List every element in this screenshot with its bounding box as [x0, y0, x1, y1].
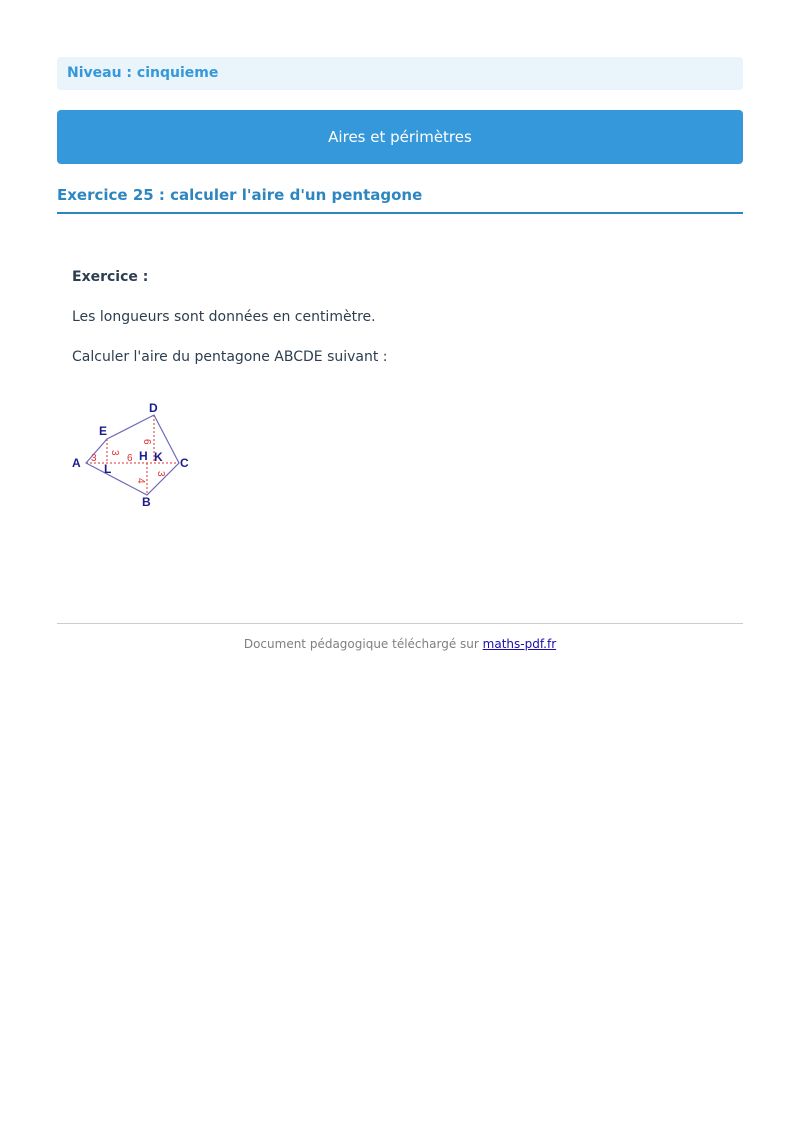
length-label-al: 3: [91, 453, 97, 464]
point-label-c: C: [180, 456, 189, 470]
point-label-b: B: [142, 495, 151, 509]
question-statement: Calculer l'aire du pentagone ABCDE suivant :: [72, 349, 388, 365]
topic-banner: [57, 110, 743, 164]
exercise-heading: Exercice :: [72, 269, 149, 285]
length-label-kc: 3: [155, 471, 166, 477]
point-label-l: L: [104, 462, 112, 476]
point-label-a: A: [72, 456, 81, 470]
footer: [57, 637, 743, 651]
length-label-hb: 4: [135, 478, 146, 484]
point-label-e: E: [99, 424, 108, 438]
length-label-lh: 6: [127, 453, 133, 464]
point-label-d: D: [149, 401, 158, 415]
footer-divider: [57, 623, 743, 624]
units-statement: Les longueurs sont données en centimètre.: [72, 309, 376, 325]
footer-text: Document pédagogique téléchargé sur: [243, 637, 479, 651]
point-label-h: H: [139, 449, 148, 463]
exercise-title: Exercice 25 : calculer l'aire d'un pentagone: [57, 186, 743, 214]
pentagon-figure: [70, 398, 196, 512]
length-label-kd: 6: [141, 439, 152, 445]
footer-link[interactable]: maths-pdf.fr: [482, 637, 557, 651]
topic-title: Aires et périmètres: [328, 128, 472, 146]
level-banner: [57, 57, 743, 90]
length-label-le: 3: [109, 450, 120, 456]
level-label: Niveau : cinquieme: [67, 65, 219, 81]
point-label-k: K: [154, 450, 163, 464]
